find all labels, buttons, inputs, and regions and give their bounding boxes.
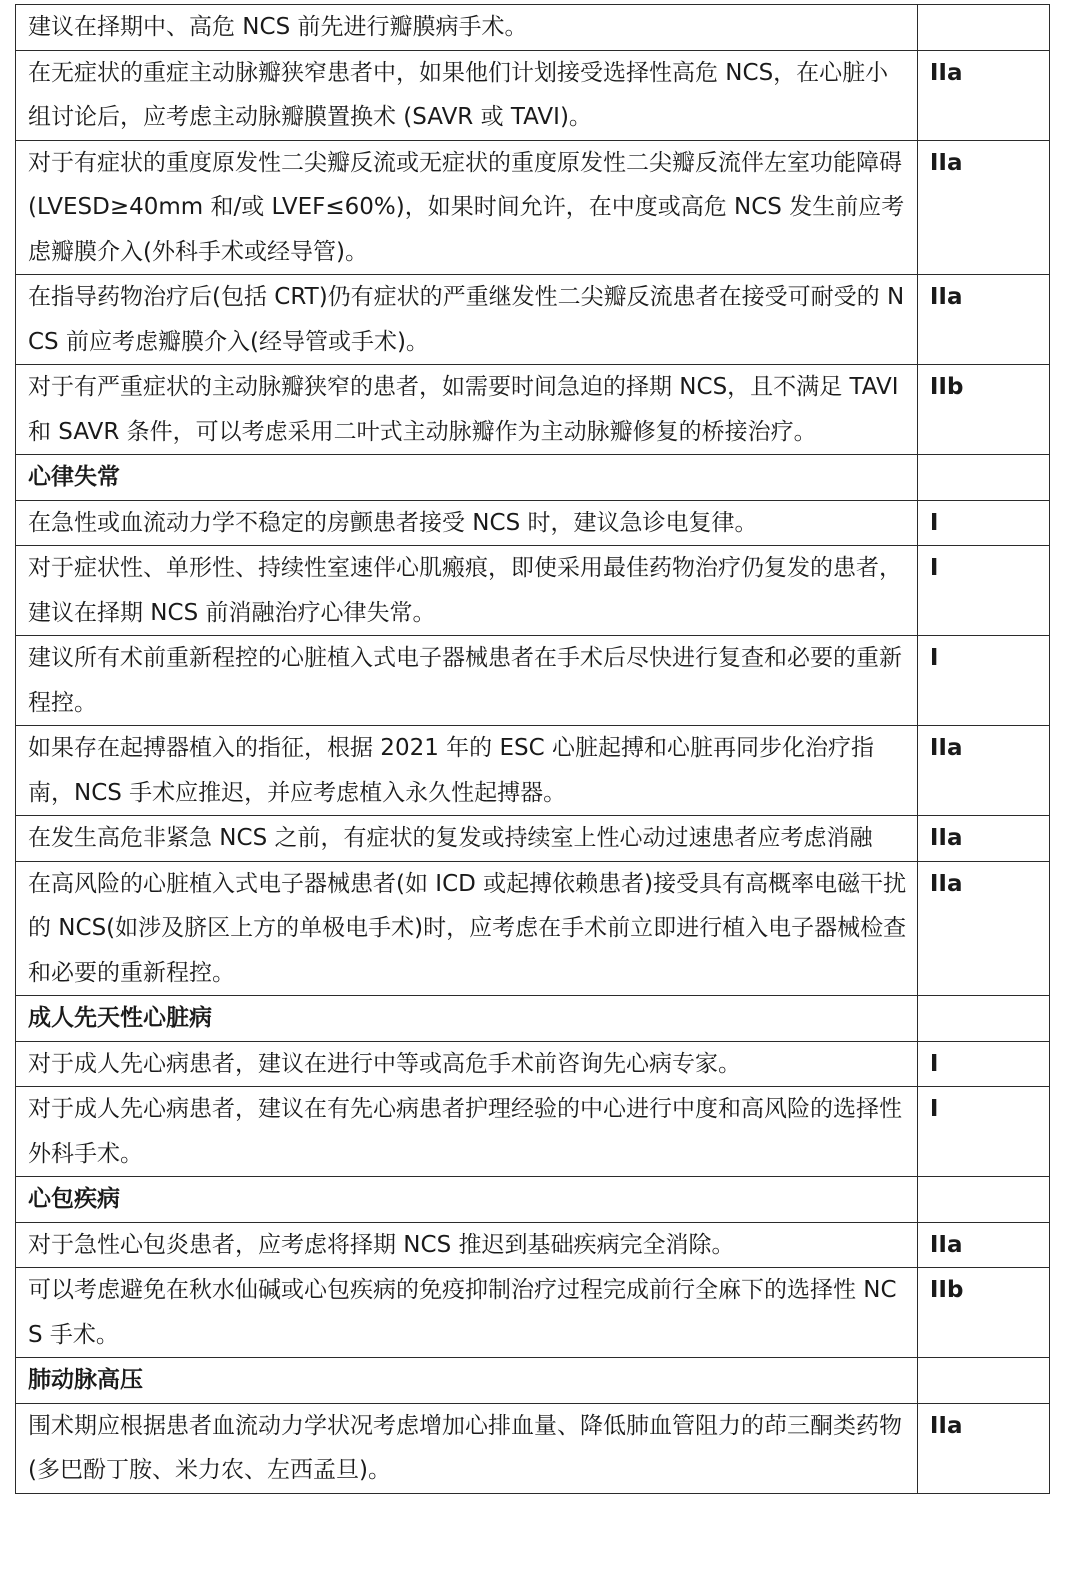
section-title: 成人先天性心脏病 <box>16 996 918 1042</box>
recommendation-row <box>16 546 1050 636</box>
section-class-empty <box>917 996 1049 1042</box>
section-class-empty <box>917 1177 1049 1223</box>
recommendation-text: 对于有严重症状的主动脉瓣狭窄的患者，如需要时间急迫的择期 NCS，且不满足 TAVI 和 SAVR 条件，可以考虑采用二叶式主动脉瓣作为主动脉瓣修复的桥接治疗。 <box>16 365 918 455</box>
recommendation-row <box>16 275 1050 365</box>
recommendation-class: I <box>917 1087 1049 1177</box>
recommendation-class: IIb <box>917 365 1049 455</box>
recommendation-class: IIa <box>917 275 1049 365</box>
recommendation-class: I <box>917 546 1049 636</box>
section-header-row <box>16 1177 1050 1223</box>
recommendation-row <box>16 1222 1050 1268</box>
recommendation-text: 在发生高危非紧急 NCS 之前，有症状的复发或持续室上性心动过速患者应考虑消融 <box>16 816 918 862</box>
section-header-row <box>16 1358 1050 1404</box>
recommendation-text: 对于急性心包炎患者，应考虑将择期 NCS 推迟到基础疾病完全消除。 <box>16 1222 918 1268</box>
recommendation-text: 对于成人先心病患者，建议在进行中等或高危手术前咨询先心病专家。 <box>16 1041 918 1087</box>
recommendation-class: I <box>917 500 1049 546</box>
recommendation-row <box>16 1403 1050 1493</box>
recommendation-text: 如果存在起搏器植入的指征，根据 2021 年的 ESC 心脏起搏和心脏再同步化治疗指南，NCS 手术应推迟，并应考虑植入永久性起搏器。 <box>16 726 918 816</box>
recommendation-text: 对于有症状的重度原发性二尖瓣反流或无症状的重度原发性二尖瓣反流伴左室功能障碍(LVESD≥40mm 和/或 LVEF≤60%)，如果时间允许，在中度或高危 NCS 发生前应考虑瓣膜介入(外科手术或经导管)。 <box>16 140 918 275</box>
recommendation-text: 在高风险的心脏植入式电子器械患者(如 ICD 或起搏依赖患者)接受具有高概率电磁干扰的 NCS(如涉及脐区上方的单极电手术)时，应考虑在手术前立即进行植入电子器械检查和必要的重新程控。 <box>16 861 918 996</box>
section-class-empty <box>917 1358 1049 1404</box>
recommendation-row <box>16 500 1050 546</box>
recommendation-row <box>16 140 1050 275</box>
recommendation-text: 建议在择期中、高危 NCS 前先进行瓣膜病手术。 <box>16 5 918 51</box>
section-title: 心律失常 <box>16 455 918 501</box>
recommendation-class: IIb <box>917 1268 1049 1358</box>
section-class-empty <box>917 455 1049 501</box>
recommendation-table-body <box>16 5 1050 1494</box>
recommendation-row <box>16 50 1050 140</box>
recommendation-text: 建议所有术前重新程控的心脏植入式电子器械患者在手术后尽快进行复查和必要的重新程控。 <box>16 636 918 726</box>
section-header-row <box>16 455 1050 501</box>
recommendation-class: IIa <box>917 50 1049 140</box>
recommendation-class: IIa <box>917 726 1049 816</box>
recommendation-table <box>15 4 1050 1494</box>
recommendation-class: I <box>917 636 1049 726</box>
recommendation-row <box>16 861 1050 996</box>
section-header-row <box>16 996 1050 1042</box>
recommendation-row <box>16 726 1050 816</box>
recommendation-class: IIa <box>917 861 1049 996</box>
recommendation-row <box>16 1087 1050 1177</box>
section-title: 肺动脉高压 <box>16 1358 918 1404</box>
recommendation-row <box>16 816 1050 862</box>
recommendation-text: 围术期应根据患者血流动力学状况考虑增加心排血量、降低肺血管阻力的茚三酮类药物(多巴酚丁胺、米力农、左西孟旦)。 <box>16 1403 918 1493</box>
recommendation-row <box>16 365 1050 455</box>
recommendation-text: 对于成人先心病患者，建议在有先心病患者护理经验的中心进行中度和高风险的选择性外科手术。 <box>16 1087 918 1177</box>
recommendation-row <box>16 1041 1050 1087</box>
section-title: 心包疾病 <box>16 1177 918 1223</box>
recommendation-row <box>16 5 1050 51</box>
recommendation-class: IIa <box>917 1222 1049 1268</box>
recommendation-row <box>16 636 1050 726</box>
recommendation-text: 在无症状的重症主动脉瓣狭窄患者中，如果他们计划接受选择性高危 NCS，在心脏小组讨论后，应考虑主动脉瓣膜置换术 (SAVR 或 TAVI)。 <box>16 50 918 140</box>
recommendation-class: IIa <box>917 1403 1049 1493</box>
recommendation-class: I <box>917 1041 1049 1087</box>
recommendation-row <box>16 1268 1050 1358</box>
recommendation-text: 在急性或血流动力学不稳定的房颤患者接受 NCS 时，建议急诊电复律。 <box>16 500 918 546</box>
recommendation-class: IIa <box>917 140 1049 275</box>
recommendation-class: IIa <box>917 816 1049 862</box>
recommendation-class <box>917 5 1049 51</box>
recommendation-text: 在指导药物治疗后(包括 CRT)仍有症状的严重继发性二尖瓣反流患者在接受可耐受的 NCS 前应考虑瓣膜介入(经导管或手术)。 <box>16 275 918 365</box>
recommendation-text: 对于症状性、单形性、持续性室速伴心肌瘢痕，即使采用最佳药物治疗仍复发的患者，建议在择期 NCS 前消融治疗心律失常。 <box>16 546 918 636</box>
recommendation-text: 可以考虑避免在秋水仙碱或心包疾病的免疫抑制治疗过程完成前行全麻下的选择性 NCS 手术。 <box>16 1268 918 1358</box>
